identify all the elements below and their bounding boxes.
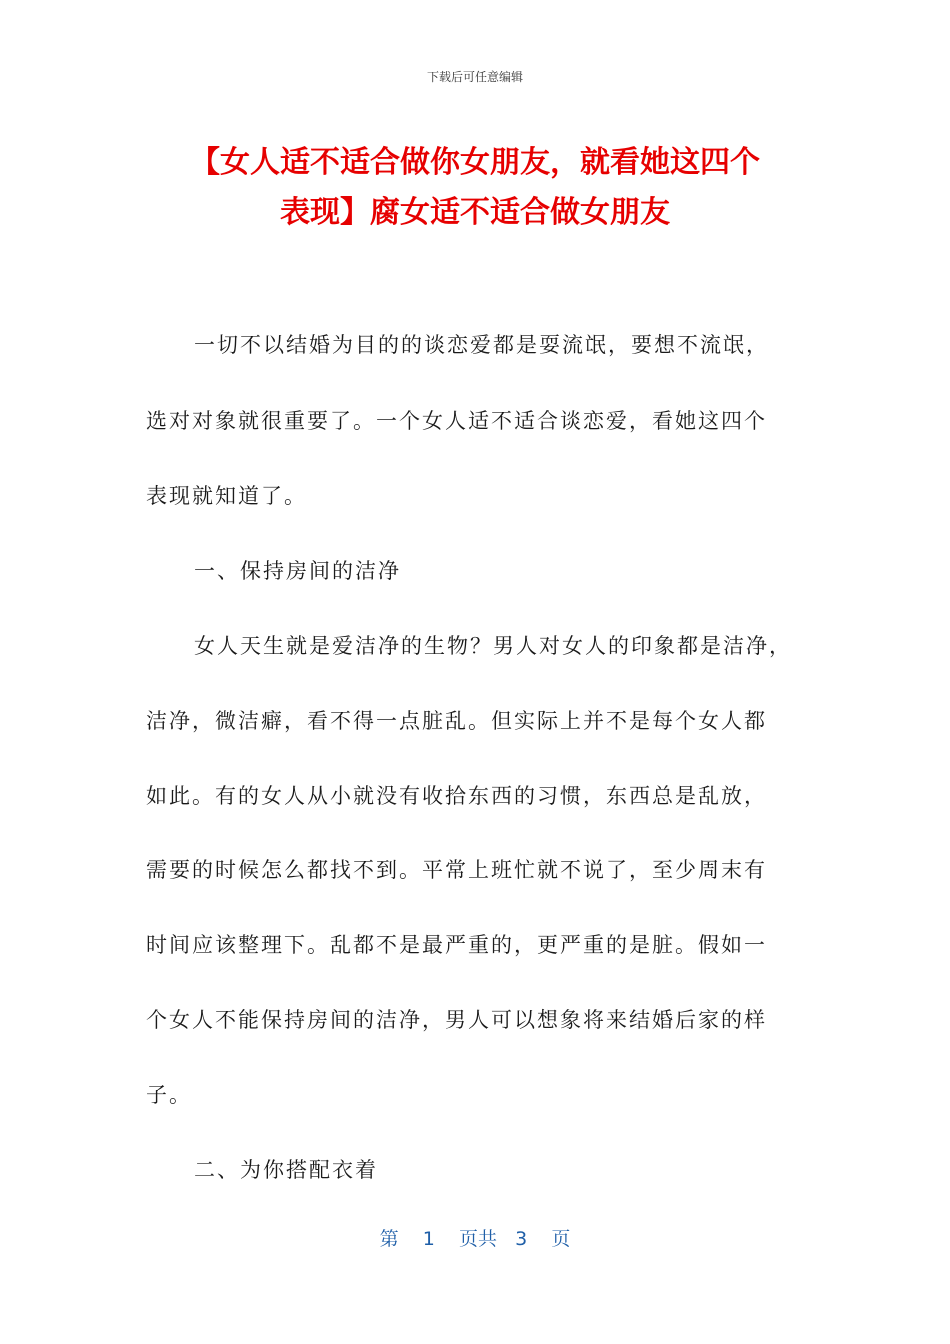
document-title: [150, 138, 800, 238]
footer-page-number: 1: [422, 1228, 435, 1250]
section-heading-text: 二、为你搭配衣着: [194, 1158, 378, 1182]
footer-middle: 页共: [459, 1228, 498, 1250]
footer-prefix: 第: [379, 1228, 399, 1250]
text-line: 表现就知道了。: [146, 484, 307, 508]
section-heading-text: 一、保持房间的洁净: [194, 559, 401, 583]
text-line: 需要的时候怎么都找不到。平常上班忙就不说了，至少周末有: [146, 858, 767, 882]
text-line: 时间应该整理下。乱都不是最严重的，更严重的是脏。假如一: [146, 933, 767, 957]
text-line: 一切不以结婚为目的的谈恋爱都是耍流氓，要想不流氓，: [194, 333, 769, 357]
text-line: 洁净，微洁癖，看不得一点脏乱。但实际上并不是每个女人都: [146, 709, 767, 733]
page-header-note: 下载后可任意编辑: [426, 70, 523, 84]
title-line-2: 表现】腐女适不适合做女朋友: [280, 195, 670, 230]
footer-suffix: 页: [551, 1228, 571, 1250]
text-line: 选对对象就很重要了。一个女人适不适合谈恋爱，看她这四个: [146, 409, 767, 433]
text-line: 子。: [146, 1083, 192, 1107]
text-line: 个女人不能保持房间的洁净，男人可以想象将来结婚后家的样: [146, 1008, 767, 1032]
text-line: 如此。有的女人从小就没有收拾东西的习惯，东西总是乱放，: [146, 784, 767, 808]
footer-total-pages: 3: [515, 1228, 528, 1250]
title-line-1: 【女人适不适合做你女朋友，就看她这四个: [190, 145, 760, 180]
text-line: 女人天生就是爱洁净的生物？男人对女人的印象都是洁净，: [194, 634, 792, 658]
page-footer: [0, 1224, 950, 1251]
